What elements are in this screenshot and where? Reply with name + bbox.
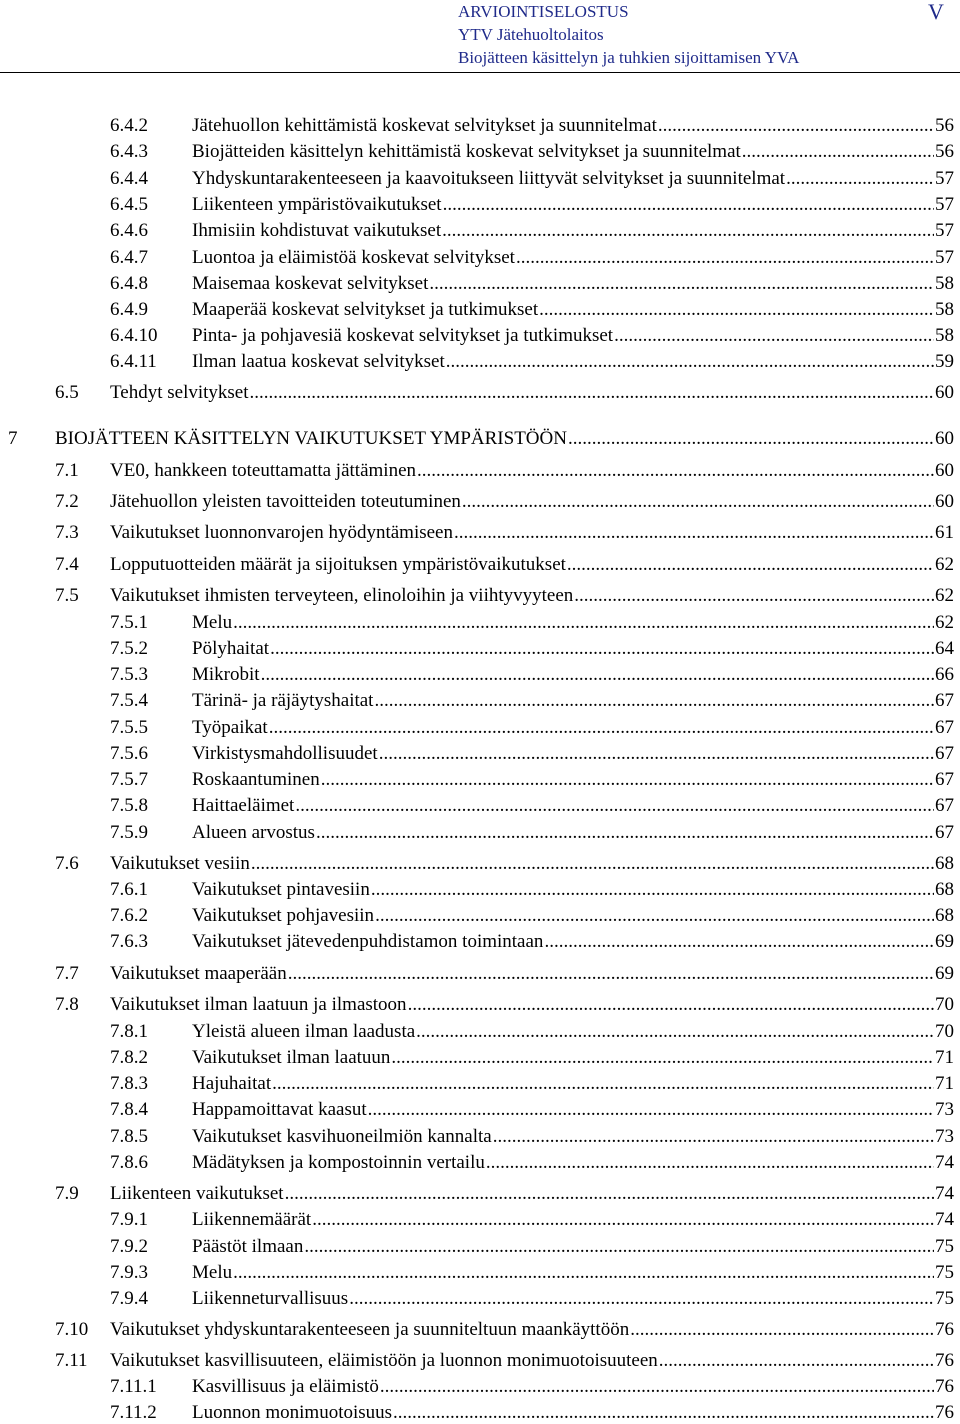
toc-dot-leader [270, 638, 934, 660]
toc-entry[interactable] [55, 1350, 954, 1372]
toc-entry-number: 7.11.2 [110, 1402, 157, 1423]
toc-entry[interactable] [110, 115, 954, 137]
toc-entry-number: 7.9 [55, 1183, 79, 1204]
toc-entry-title: Päästöt ilmaan [192, 1236, 304, 1257]
toc-entry-number: 7.9.2 [110, 1236, 148, 1257]
toc-dot-leader [429, 273, 934, 295]
toc-dot-leader [304, 1236, 934, 1258]
toc-entry-page: 57 [935, 194, 954, 215]
toc-entry-title: BIOJÄTTEEN KÄSITTELYN VAIKUTUKSET YMPÄRISTÖÖN [55, 428, 567, 449]
toc-dot-leader [544, 931, 934, 953]
toc-entry[interactable] [110, 931, 954, 953]
toc-entry-page: 56 [935, 115, 954, 136]
toc-entry-page: 60 [935, 428, 954, 449]
toc-entry-page: 67 [935, 795, 954, 816]
toc-entry-number: 7.9.4 [110, 1288, 148, 1309]
toc-entry-title: Haittaeläimet [192, 795, 295, 816]
toc-entry-title: Liikenteen vaikutukset [110, 1183, 284, 1204]
toc-entry[interactable] [110, 1099, 954, 1121]
toc-dot-leader [261, 664, 934, 686]
toc-entry-title: Tehdyt selvitykset [110, 382, 249, 403]
toc-entry[interactable] [110, 325, 954, 347]
toc-entry[interactable] [110, 141, 954, 163]
toc-dot-leader [269, 717, 934, 739]
toc-entry-title: Yhdyskuntarakenteeseen ja kaavoitukseen liittyvät selvitykset ja suunnitelmat [192, 168, 786, 189]
toc-entry-number: 7.6 [55, 853, 79, 874]
toc-entry-page: 67 [935, 690, 954, 711]
toc-entry-page: 74 [935, 1183, 954, 1204]
toc-entry[interactable] [110, 638, 954, 660]
toc-entry-page: 67 [935, 769, 954, 790]
toc-entry-number: 6.4.2 [110, 115, 148, 136]
toc-entry[interactable] [55, 853, 954, 875]
toc-entry-number: 7.5.6 [110, 743, 148, 764]
toc-entry-title: Pölyhaitat [192, 638, 270, 659]
toc-entry-title: Ilman laatua koskevat selvitykset [192, 351, 445, 372]
toc-dot-leader [443, 194, 934, 216]
toc-dot-leader [321, 769, 934, 791]
toc-entry[interactable] [110, 220, 954, 242]
toc-entry-page: 60 [935, 460, 954, 481]
toc-entry-page: 68 [935, 879, 954, 900]
toc-entry[interactable] [110, 717, 954, 739]
toc-entry[interactable] [110, 795, 954, 817]
toc-dot-leader [374, 690, 934, 712]
toc-entry-title: Melu [192, 1262, 233, 1283]
toc-entry-number: 7.9.3 [110, 1262, 148, 1283]
toc-entry-page: 75 [935, 1262, 954, 1283]
toc-entry-page: 70 [935, 1021, 954, 1042]
toc-dot-leader [375, 905, 934, 927]
toc-entry[interactable] [55, 1183, 954, 1205]
toc-entry[interactable] [110, 769, 954, 791]
toc-dot-leader [786, 168, 934, 190]
toc-entry-page: 62 [935, 612, 954, 633]
toc-entry-page: 59 [935, 351, 954, 372]
toc-entry-page: 57 [935, 247, 954, 268]
toc-entry-title: Mädätyksen ja kompostoinnin vertailu [192, 1152, 485, 1173]
toc-entry[interactable] [110, 690, 954, 712]
toc-dot-leader [446, 351, 934, 373]
toc-entry-number: 7.5.7 [110, 769, 148, 790]
toc-entry-number: 7.5.9 [110, 822, 148, 843]
toc-dot-leader [233, 1262, 934, 1284]
toc-entry-title: VE0, hankkeen toteuttamatta jättäminen [110, 460, 417, 481]
toc-dot-leader [568, 428, 934, 450]
toc-entry-number: 7.9.1 [110, 1209, 148, 1230]
toc-entry[interactable] [55, 522, 954, 544]
toc-entry-page: 60 [935, 382, 954, 403]
toc-dot-leader [391, 1047, 934, 1069]
toc-dot-leader [316, 822, 934, 844]
toc-entry[interactable] [110, 879, 954, 901]
toc-entry-page: 70 [935, 994, 954, 1015]
toc-entry[interactable] [110, 1152, 954, 1174]
toc-entry[interactable] [110, 247, 954, 269]
toc-dot-leader [349, 1288, 934, 1310]
toc-dot-leader [233, 612, 934, 634]
toc-entry-title: Biojätteiden käsittelyn kehittämistä koskevat selvitykset ja suunnitelmat [192, 141, 741, 162]
toc-entry[interactable] [55, 585, 954, 607]
toc-entry-page: 60 [935, 491, 954, 512]
toc-entry-title: Mikrobit [192, 664, 260, 685]
toc-dot-leader [371, 879, 934, 901]
toc-dot-leader [251, 853, 934, 875]
header-doc-type [458, 0, 958, 23]
toc-entry[interactable] [55, 491, 954, 513]
page-header [458, 0, 958, 69]
toc-entry-number: 6.4.3 [110, 141, 148, 162]
toc-entry-number: 7.8 [55, 994, 79, 1015]
toc-entry-number: 6.4.8 [110, 273, 148, 294]
toc-entry[interactable] [110, 905, 954, 927]
header-divider [0, 72, 960, 73]
toc-entry-title: Liikenteen ympäristövaikutukset [192, 194, 442, 215]
toc-entry-title: Maaperää koskevat selvitykset ja tutkimukset [192, 299, 539, 320]
toc-entry-title: Vaikutukset pohjavesiin [192, 905, 375, 926]
toc-dot-leader [393, 1402, 934, 1424]
toc-entry-title: Alueen arvostus [192, 822, 315, 843]
toc-entry-number: 7.6.3 [110, 931, 148, 952]
toc-entry[interactable] [8, 428, 954, 450]
toc-dot-leader [614, 325, 934, 347]
toc-entry[interactable] [110, 168, 954, 190]
toc-entry-number: 7.10 [55, 1319, 89, 1340]
toc-dot-leader [380, 1376, 934, 1398]
toc-entry-page: 58 [935, 273, 954, 294]
toc-dot-leader [493, 1126, 934, 1148]
toc-entry-page: 73 [935, 1126, 954, 1147]
toc-entry-title: Hajuhaitat [192, 1073, 272, 1094]
toc-entry[interactable] [110, 1209, 954, 1231]
toc-entry-title: Vaikutukset ilman laatuun ja ilmastoon [110, 994, 407, 1015]
toc-entry-title: Ihmisiin kohdistuvat vaikutukset [192, 220, 442, 241]
toc-entry-title: Vaikutukset pintavesiin [192, 879, 370, 900]
toc-entry-page: 69 [935, 931, 954, 952]
toc-entry[interactable] [55, 460, 954, 482]
toc-entry-number: 7.5.2 [110, 638, 148, 659]
toc-entry-number: 6.4.7 [110, 247, 148, 268]
toc-entry[interactable] [55, 994, 954, 1016]
toc-dot-leader [454, 522, 934, 544]
toc-entry-page: 76 [935, 1350, 954, 1371]
toc-entry-page: 76 [935, 1376, 954, 1397]
toc-dot-leader [574, 585, 934, 607]
toc-entry-page: 76 [935, 1319, 954, 1340]
toc-entry-number: 7.3 [55, 522, 79, 543]
toc-entry-page: 57 [935, 168, 954, 189]
toc-dot-leader [416, 1021, 934, 1043]
toc-entry[interactable] [110, 1236, 954, 1258]
toc-entry-number: 7.6.2 [110, 905, 148, 926]
toc-entry-number: 7.5.4 [110, 690, 148, 711]
header-title: ARVIOINTISELOSTUS [458, 2, 629, 21]
toc-entry-number: 7.7 [55, 963, 79, 984]
toc-dot-leader [272, 1073, 934, 1095]
toc-entry-page: 62 [935, 585, 954, 606]
toc-entry[interactable] [110, 273, 954, 295]
page-number-roman: V [928, 0, 944, 24]
toc-entry[interactable] [110, 1262, 954, 1284]
toc-entry-number: 6.4.10 [110, 325, 158, 346]
toc-entry-page: 62 [935, 554, 954, 575]
toc-entry[interactable] [55, 1319, 954, 1341]
toc-entry[interactable] [110, 664, 954, 686]
toc-entry-page: 66 [935, 664, 954, 685]
toc-entry-number: 7 [8, 428, 18, 449]
toc-dot-leader [288, 963, 934, 985]
toc-entry-number: 6.5 [55, 382, 79, 403]
toc-entry[interactable] [110, 194, 954, 216]
toc-dot-leader [442, 220, 934, 242]
toc-entry[interactable] [110, 351, 954, 373]
toc-dot-leader [742, 141, 934, 163]
toc-entry-number: 7.5.3 [110, 664, 148, 685]
toc-entry-number: 7.8.6 [110, 1152, 148, 1173]
toc-entry-number: 6.4.11 [110, 351, 157, 372]
toc-entry-title: Jätehuollon yleisten tavoitteiden toteutuminen [110, 491, 461, 512]
toc-entry-page: 68 [935, 905, 954, 926]
toc-entry-page: 68 [935, 853, 954, 874]
toc-entry-page: 74 [935, 1152, 954, 1173]
toc-dot-leader [408, 994, 934, 1016]
toc-entry[interactable] [110, 1047, 954, 1069]
toc-entry-title: Melu [192, 612, 233, 633]
toc-entry-title: Jätehuollon kehittämistä koskevat selvitykset ja suunnitelmat [192, 115, 657, 136]
toc-entry-title: Vaikutukset kasvihuoneilmiön kannalta [192, 1126, 492, 1147]
toc-entry-title: Vaikutukset yhdyskuntarakenteeseen ja suunniteltuun maankäyttöön [110, 1319, 630, 1340]
header-project: Biojätteen käsittelyn ja tuhkien sijoittamisen YVA [458, 48, 800, 67]
header-organization: YTV Jätehuoltolaitos [458, 25, 604, 44]
toc-entry-title: Vaikutukset ihmisten terveyteen, elinoloihin ja viihtyvyyteen [110, 585, 574, 606]
toc-entry-title: Tärinä- ja räjäytyshaitat [192, 690, 374, 711]
toc-entry-number: 7.11 [55, 1350, 88, 1371]
toc-dot-leader [250, 382, 934, 404]
toc-entry-title: Lopputuotteiden määrät ja sijoituksen ympäristövaikutukset [110, 554, 566, 575]
toc-entry-page: 61 [935, 522, 954, 543]
toc-entry[interactable] [55, 963, 954, 985]
toc-entry-number: 7.5.1 [110, 612, 148, 633]
toc-entry[interactable] [110, 1402, 954, 1424]
toc-entry-page: 71 [935, 1073, 954, 1094]
toc-entry-number: 6.4.4 [110, 168, 148, 189]
toc-dot-leader [630, 1319, 934, 1341]
toc-entry-page: 64 [935, 638, 954, 659]
toc-entry-number: 6.4.6 [110, 220, 148, 241]
toc-dot-leader [659, 1350, 934, 1372]
toc-entry-title: Maisemaa koskevat selvitykset [192, 273, 429, 294]
toc-entry-number: 7.6.1 [110, 879, 148, 900]
toc-entry-page: 56 [935, 141, 954, 162]
toc-entry-page: 75 [935, 1288, 954, 1309]
toc-entry-title: Liikennemäärät [192, 1209, 312, 1230]
toc-entry-page: 67 [935, 743, 954, 764]
toc-entry[interactable] [110, 1126, 954, 1148]
toc-entry-number: 7.1 [55, 460, 79, 481]
toc-entry-page: 73 [935, 1099, 954, 1120]
toc-entry[interactable] [110, 822, 954, 844]
toc-entry-title: Vaikutukset jätevedenpuhdistamon toimintaan [192, 931, 544, 952]
toc-entry-page: 76 [935, 1402, 954, 1423]
toc-dot-leader [295, 795, 934, 817]
toc-entry-number: 7.8.3 [110, 1073, 148, 1094]
toc-entry-number: 7.8.1 [110, 1021, 148, 1042]
toc-entry[interactable] [110, 743, 954, 765]
toc-entry-number: 7.5.8 [110, 795, 148, 816]
toc-dot-leader [285, 1183, 934, 1205]
toc-dot-leader [312, 1209, 934, 1231]
toc-dot-leader [368, 1099, 934, 1121]
toc-entry-title: Vaikutukset maaperään [110, 963, 287, 984]
toc-dot-leader [417, 460, 934, 482]
toc-dot-leader [379, 743, 934, 765]
toc-entry-title: Vaikutukset luonnonvarojen hyödyntämiseen [110, 522, 453, 543]
toc-entry[interactable] [55, 554, 954, 576]
toc-entry-title: Työpaikat [192, 717, 268, 738]
toc-entry-page: 58 [935, 325, 954, 346]
toc-entry-number: 7.8.5 [110, 1126, 148, 1147]
toc-entry-title: Vaikutukset ilman laatuun [192, 1047, 391, 1068]
toc-entry-title: Kasvillisuus ja eläimistö [192, 1376, 379, 1397]
toc-entry-number: 7.8.4 [110, 1099, 148, 1120]
toc-entry[interactable] [110, 1376, 954, 1398]
toc-dot-leader [539, 299, 934, 321]
toc-entry-title: Liikenneturvallisuus [192, 1288, 349, 1309]
toc-dot-leader [486, 1152, 934, 1174]
toc-entry-page: 67 [935, 717, 954, 738]
toc-entry[interactable] [110, 612, 954, 634]
toc-entry-number: 7.5 [55, 585, 79, 606]
toc-dot-leader [658, 115, 934, 137]
toc-entry[interactable] [55, 382, 954, 404]
toc-entry-page: 69 [935, 963, 954, 984]
toc-entry-number: 7.8.2 [110, 1047, 148, 1068]
toc-entry-page: 74 [935, 1209, 954, 1230]
toc-entry-page: 75 [935, 1236, 954, 1257]
toc-entry[interactable] [110, 1073, 954, 1095]
toc-entry-number: 7.4 [55, 554, 79, 575]
toc-entry-title: Yleistä alueen ilman laadusta [192, 1021, 416, 1042]
toc-entry-page: 58 [935, 299, 954, 320]
toc-entry-page: 71 [935, 1047, 954, 1068]
toc-dot-leader [462, 491, 934, 513]
toc-entry[interactable] [110, 1288, 954, 1310]
toc-entry-page: 57 [935, 220, 954, 241]
toc-entry-title: Luontoa ja eläimistöä koskevat selvitykset [192, 247, 515, 268]
toc-entry-title: Roskaantuminen [192, 769, 320, 790]
toc-entry[interactable] [110, 299, 954, 321]
toc-entry-number: 7.2 [55, 491, 79, 512]
toc-entry-number: 7.11.1 [110, 1376, 157, 1397]
toc-entry-number: 6.4.9 [110, 299, 148, 320]
toc-entry-title: Happamoittavat kaasut [192, 1099, 367, 1120]
toc-entry-number: 6.4.5 [110, 194, 148, 215]
toc-entry-title: Vaikutukset vesiin [110, 853, 250, 874]
toc-dot-leader [567, 554, 934, 576]
toc-entry-title: Virkistysmahdollisuudet [192, 743, 378, 764]
toc-entry-title: Pinta- ja pohjavesiä koskevat selvitykset ja tutkimukset [192, 325, 614, 346]
toc-entry-title: Vaikutukset kasvillisuuteen, eläimistöön ja luonnon monimuotoisuuteen [110, 1350, 658, 1371]
toc-dot-leader [516, 247, 934, 269]
toc-entry[interactable] [110, 1021, 954, 1043]
toc-entry-page: 67 [935, 822, 954, 843]
toc-entry-number: 7.5.5 [110, 717, 148, 738]
toc-entry-title: Luonnon monimuotoisuus [192, 1402, 393, 1423]
